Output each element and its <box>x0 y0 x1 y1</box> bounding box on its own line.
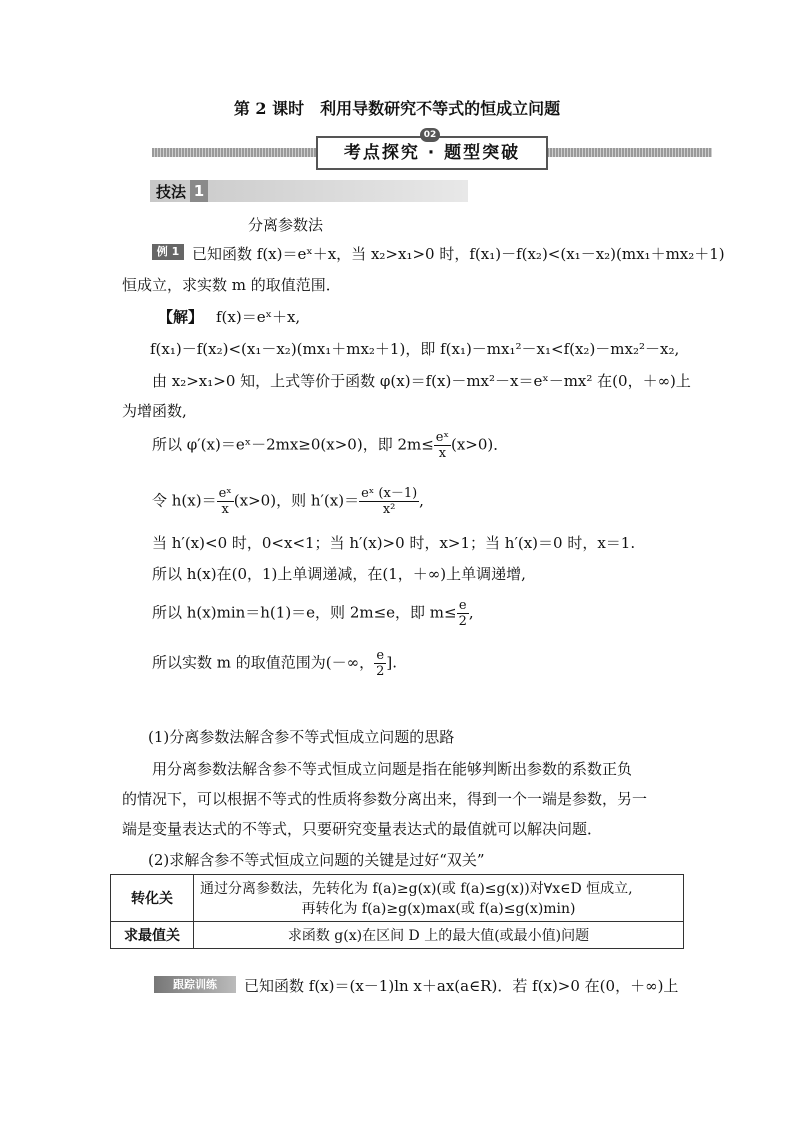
table-row-head: 转化关 <box>111 875 194 922</box>
solution-line-2: f(x₁)－f(x₂)<(x₁－x₂)(mx₁＋mx₂＋1)，即 f(x₁)－mx₁²－x₁<f(x₂)－mx₂²－x₂, <box>150 340 680 358</box>
solution-line-7: 当 h′(x)<0 时，0<x<1；当 h′(x)>0 时，x>1；当 h′(x)＝0 时，x＝1. <box>152 534 636 552</box>
fraction <box>359 486 419 517</box>
solution-line-5 <box>152 430 508 461</box>
example-line-1: 已知函数 f(x)＝eˣ＋x，当 x₂>x₁>0 时，f(x₁)－f(x₂)<(x₁－x₂)(mx₁＋mx₂＋1) <box>192 245 725 263</box>
solution-line-9 <box>152 598 474 629</box>
fraction-numerator: e <box>374 648 386 664</box>
table-row-line: 通过分离参数法，先转化为 f(a)≥g(x)(或 f(a)≤g(x))对∀x∈D 恒成立, <box>200 881 633 897</box>
solution-line-6 <box>152 486 424 517</box>
table-row-line: 再转化为 f(a)≥g(x)max(或 f(a)≤g(x)min) <box>301 901 576 917</box>
solution-line-1: f(x)＝eˣ＋x, <box>216 308 301 326</box>
fraction <box>374 648 386 679</box>
solution-line-5-pre: 所以 φ′(x)＝eˣ－2mx≥0(x>0)，即 2m≤ <box>152 435 434 454</box>
solution-line-6-mid: (x>0)，则 h′(x)＝ <box>233 491 360 510</box>
solution-line-10 <box>152 648 397 679</box>
page-title: 第 2 课时 利用导数研究不等式的恒成立问题 <box>233 99 561 118</box>
solution-line-5-post: (x>0)． <box>451 435 509 454</box>
table-row <box>111 875 684 922</box>
solution-line-6-pre: 令 h(x)＝ <box>152 491 217 510</box>
fraction-denominator: 2 <box>458 614 467 629</box>
fraction-numerator: e <box>457 598 469 614</box>
technique-number: 1 <box>190 180 208 202</box>
table-row-content: 求函数 g(x)在区间 D 上的最大值(或最小值)问题 <box>194 922 684 949</box>
solution-label: 【解】 <box>158 308 204 326</box>
technique-name: 分离参数法 <box>248 216 324 234</box>
fraction-numerator: eˣ <box>218 486 232 501</box>
example-badge: 例 1 <box>152 244 184 260</box>
summary-heading-1: (1)分离参数法解含参不等式恒成立问题的思路 <box>148 728 455 746</box>
solution-line-9-post: , <box>468 603 474 622</box>
summary-heading-2: (2)求解含参不等式恒成立问题的关键是过好“双关” <box>148 851 485 869</box>
summary-para-line-1: 用分离参数法解含参不等式恒成立问题是指在能够判断出参数的系数正负 <box>152 760 633 778</box>
technique-label: 技法 <box>156 183 187 201</box>
solution-line-8: 所以 h(x)在(0，1)上单调递减，在(1，＋∞)上单调递增, <box>152 565 526 583</box>
interval-close: ]. <box>386 653 398 672</box>
table-row-head: 求最值关 <box>111 922 194 949</box>
example-line-2: 恒成立，求实数 m 的取值范围． <box>122 276 341 294</box>
summary-para-line-3: 端是变量表达式的不等式，只要研究变量表达式的最值就可以解决问题． <box>122 820 603 838</box>
fraction-denominator: x <box>221 502 229 517</box>
fraction <box>434 430 451 461</box>
section-band: 考点探究 · 题型突破 <box>316 136 548 170</box>
double-gate-table <box>110 874 684 949</box>
solution-line-9-pre: 所以 h(x)min＝h(1)＝e，则 2m≤e，即 m≤ <box>152 603 457 622</box>
fraction-numerator: eˣ (x－1) <box>361 486 418 501</box>
fraction <box>217 486 234 517</box>
summary-para-line-2: 的情况下，可以根据不等式的性质将参数分离出来，得到一个一端是参数，另一 <box>122 790 648 808</box>
table-row <box>111 922 684 949</box>
tracking-text: 已知函数 f(x)＝(x－1)ln x＋ax(a∈R)．若 f(x)>0 在(0，＋∞)上 <box>244 977 679 995</box>
interval-open: (－∞， <box>325 653 375 672</box>
fraction-numerator: eˣ <box>435 430 449 445</box>
fraction-denominator: 2 <box>376 664 385 679</box>
fraction <box>457 598 469 629</box>
band-left-rule <box>152 148 322 157</box>
solution-line-4: 为增函数, <box>122 402 187 420</box>
band-right-rule <box>544 148 712 157</box>
table-row-content <box>194 875 684 922</box>
section-badge: 02 <box>420 128 440 142</box>
solution-line-6-post: , <box>419 491 424 510</box>
tracking-badge: 跟踪训练 <box>154 976 236 993</box>
fraction-denominator: x <box>438 446 447 461</box>
solution-line-3: 由 x₂>x₁>0 知，上式等价于函数 φ(x)＝f(x)－mx²－x＝eˣ－mx² 在(0，＋∞)上 <box>152 372 691 390</box>
fraction-denominator: x² <box>382 502 396 517</box>
solution-line-10-pre: 所以实数 m 的取值范围为 <box>152 653 326 672</box>
